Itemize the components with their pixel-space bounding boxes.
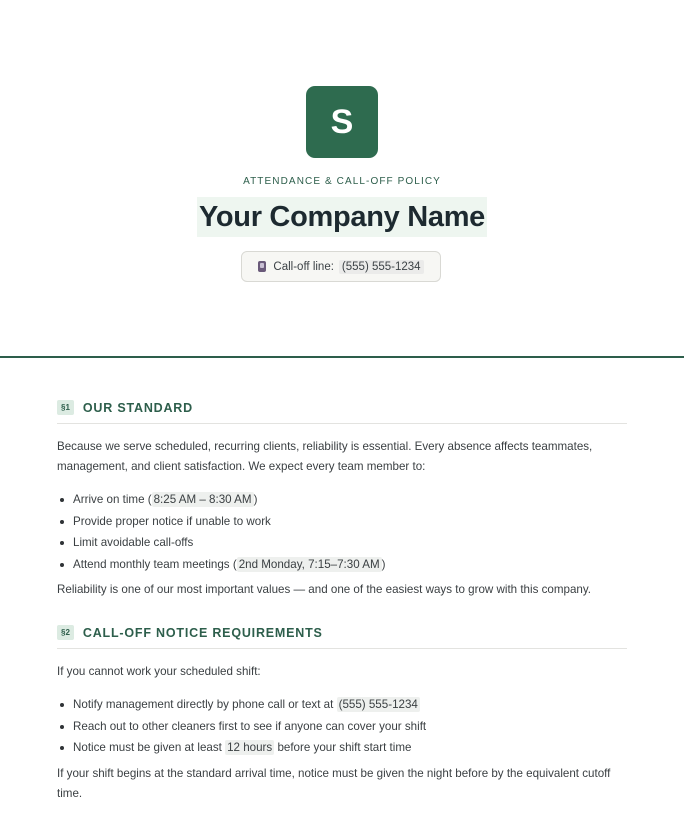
section-outro: Reliability is one of our most important values — and one of the easiest ways to grow with this company. xyxy=(57,583,591,596)
phone-code: (555) 555-1234 xyxy=(338,698,418,711)
document-eyebrow: ATTENDANCE & CALL-OFF POLICY xyxy=(243,176,441,187)
list-item: Arrive on time ( 8:25 AM – 8:30 AM ) xyxy=(57,489,627,511)
policy-content xyxy=(57,400,627,804)
section-title: CALL-OFF NOTICE REQUIREMENTS xyxy=(82,625,323,640)
company-name: Your Company Name xyxy=(197,197,487,237)
list-item: Attend monthly team meetings ( 2nd Monday, 7:15–7:30 AM ) xyxy=(57,554,627,576)
hours-code: 12 hours xyxy=(227,741,273,754)
calloff-line-badge xyxy=(241,251,441,282)
logo-letter: S xyxy=(330,102,354,141)
list-item: Reach out to other cleaners first to see if anyone can cover your shift xyxy=(57,716,627,738)
calloff-number: (555) 555-1234 xyxy=(339,260,424,274)
phone-icon xyxy=(258,261,266,272)
section-our-standard xyxy=(57,400,627,600)
section-heading xyxy=(57,625,627,649)
section-heading xyxy=(57,400,627,424)
calloff-label: Call-off line: xyxy=(273,260,334,273)
list-item: Provide proper notice if unable to work xyxy=(57,511,627,533)
standard-list xyxy=(57,489,627,575)
section-title: OUR STANDARD xyxy=(82,400,193,415)
notice-list xyxy=(57,694,627,759)
policy-header xyxy=(0,0,684,358)
company-logo xyxy=(306,86,378,158)
list-item: Notice must be given at least 12 hours before your shift start time xyxy=(57,737,627,759)
list-item: Notify management directly by phone call or text at (555) 555-1234 xyxy=(57,694,627,716)
section-intro: Because we serve scheduled, recurring clients, reliability is essential. Every absence affects teammates, management, and client satisfaction. We expect every team member to: xyxy=(57,440,593,473)
time-code: 8:25 AM – 8:30 AM xyxy=(153,493,252,506)
list-item: Limit avoidable call-offs xyxy=(57,532,627,554)
meeting-code: 2nd Monday, 7:15–7:30 AM xyxy=(238,557,380,571)
section-outro: If your shift begins at the standard arrival time, notice must be given the night before by the equivalent cutoff time. xyxy=(57,766,611,800)
section-number: §2 xyxy=(57,625,74,640)
section-number: §1 xyxy=(57,400,74,415)
section-intro: If you cannot work your scheduled shift: xyxy=(57,665,261,678)
section-calloff-notice xyxy=(57,625,627,804)
